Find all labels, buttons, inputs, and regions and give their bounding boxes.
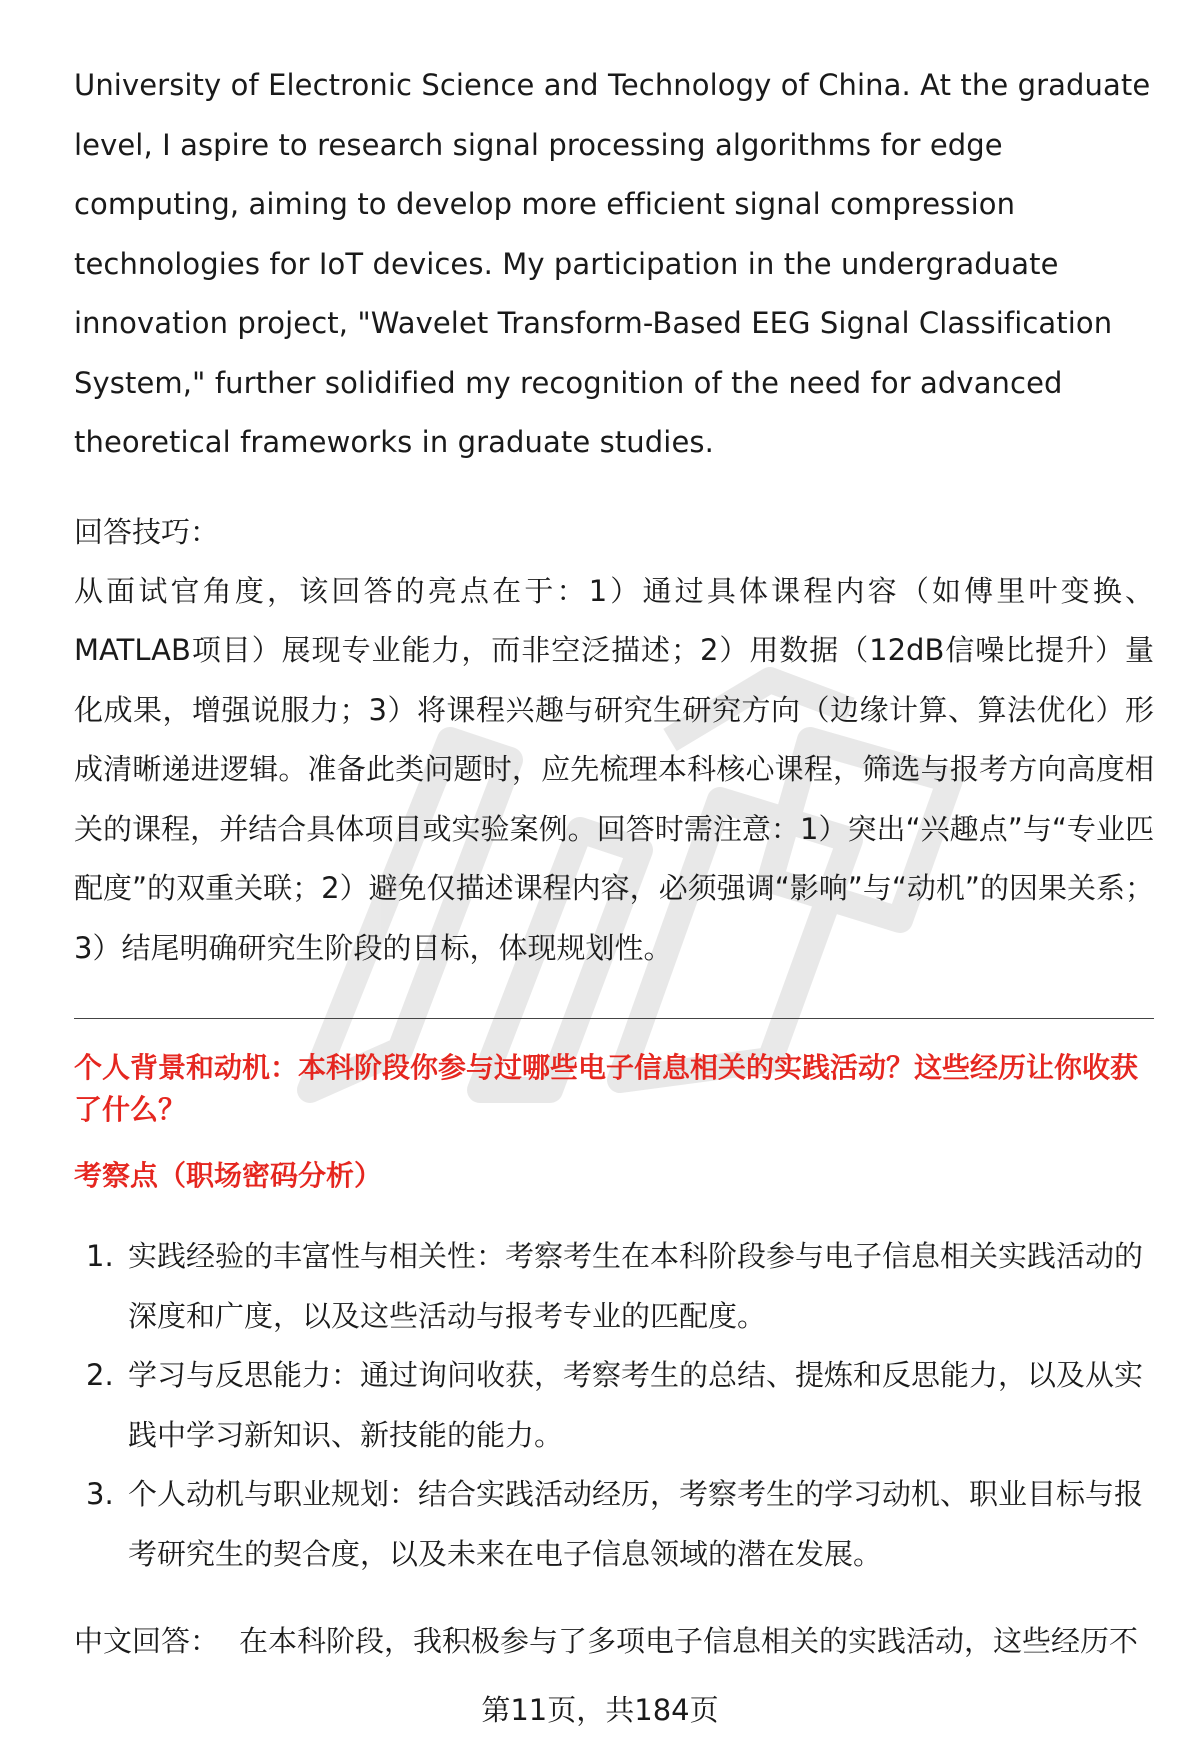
list-item-text: 实践经验的丰富性与相关性：考察考生在本科阶段参与电子信息相关实践活动的深度和广度，以及这些活动与报考专业的匹配度。 bbox=[128, 1239, 1144, 1333]
document-page bbox=[74, 56, 1154, 1671]
chinese-answer-label: 中文回答： bbox=[74, 1624, 220, 1658]
list-item-text: 个人动机与职业规划：结合实践活动经历，考察考生的学习动机、职业目标与报考研究生的契合度，以及未来在电子信息领域的潜在发展。 bbox=[128, 1477, 1144, 1571]
tips-body: 从面试官角度，该回答的亮点在于：1）通过具体课程内容（如傅里叶变换、MATLAB项目）展现专业能力，而非空泛描述；2）用数据（12dB信噪比提升）量化成果，增强说服力；3）将课程兴趣与研究生研究方向（边缘计算、算法优化）形成清晰递进逻辑。准备此类问题时，应先梳理本科核心课程，筛选与报考方向高度相关的课程，并结合具体项目或实验案例。回答时需注意：1）突出“兴趣点”与“专业匹配度”的双重关联；2）避免仅描述课程内容，必须强调“影响”与“动机”的因果关系；3）结尾明确研究生阶段的目标，体现规划性。 bbox=[74, 573, 1154, 965]
list-item-number: 1. bbox=[86, 1239, 114, 1273]
list-item bbox=[74, 1465, 1154, 1584]
tips-title: 回答技巧： bbox=[74, 514, 220, 549]
list-item-number: 3. bbox=[86, 1477, 114, 1511]
section-divider bbox=[74, 1018, 1154, 1019]
assessment-points-heading: 考察点（职场密码分析） bbox=[74, 1159, 383, 1192]
list-item bbox=[74, 1227, 1154, 1346]
chinese-answer bbox=[74, 1612, 1154, 1671]
list-item-text: 学习与反思能力：通过询问收获，考察考生的总结、提炼和反思能力，以及从实践中学习新知识、新技能的能力。 bbox=[128, 1358, 1144, 1452]
chinese-answer-text: 在本科阶段，我积极参与了多项电子信息相关的实践活动，这些经历不 bbox=[239, 1624, 1139, 1658]
list-item-number: 2. bbox=[86, 1358, 114, 1392]
intro-paragraph: University of Electronic Science and Technology of China. At the graduate level, I aspire to research signal processing algorithms for edge computing, aiming to develop more efficient signal compression technologies for IoT devices. My participation in the undergraduate innovation project, "Wavelet Transform-Based EEG Signal Classification System," further solidified my recognition of the need for advanced theoretical frameworks in graduate studies. bbox=[74, 68, 1151, 459]
page-number: 第11页，共184页 bbox=[481, 1693, 719, 1727]
assessment-points-list bbox=[74, 1227, 1154, 1584]
list-item bbox=[74, 1346, 1154, 1465]
question-heading: 个人背景和动机：本科阶段你参与过哪些电子信息相关的实践活动？这些经历让你收获了什么？ bbox=[74, 1051, 1139, 1126]
